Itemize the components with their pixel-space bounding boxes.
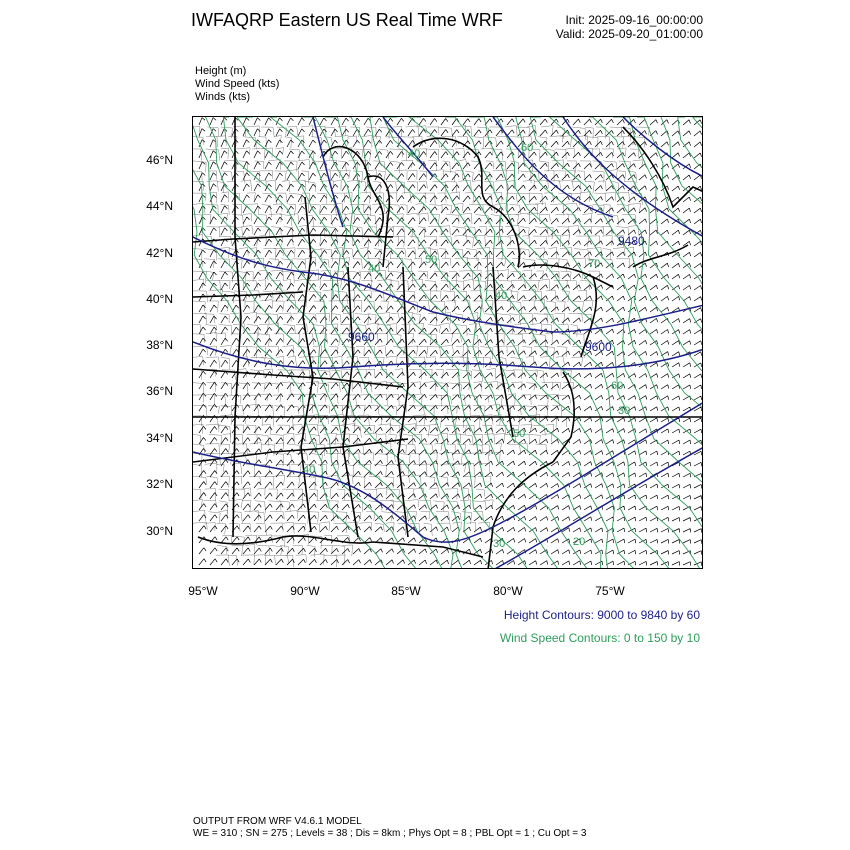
lat-label: 42°N bbox=[146, 246, 173, 260]
lon-label: 80°W bbox=[493, 584, 523, 598]
height-contour-label: 9660 bbox=[348, 330, 375, 344]
lat-label: 38°N bbox=[146, 338, 173, 352]
wind-contour-label: 30 bbox=[493, 538, 506, 550]
wind-contour-label: 40 bbox=[303, 464, 316, 476]
lon-label: 75°W bbox=[595, 584, 625, 598]
valid-time: Valid: 2025-09-20_01:00:00 bbox=[555, 27, 703, 41]
wind-contour-label: 20 bbox=[573, 536, 586, 548]
wind-contour-label: 40 bbox=[408, 148, 421, 160]
height-legend: Height Contours: 9000 to 9840 by 60 bbox=[503, 608, 700, 622]
wind-contour-label: 40 bbox=[495, 290, 508, 302]
height-contour-label: 9600 bbox=[585, 340, 612, 354]
wind-barbs bbox=[199, 118, 702, 566]
wind-contour-label: 50 bbox=[425, 254, 438, 266]
field-height-label: Height (m) bbox=[195, 65, 247, 77]
wind-legend: Wind Speed Contours: 0 to 150 by 10 bbox=[499, 631, 700, 645]
lat-label: 30°N bbox=[146, 524, 173, 538]
lat-label: 46°N bbox=[146, 153, 173, 167]
footer-config: WE = 310 ; SN = 275 ; Levels = 38 ; Dis = 8km ; Phys Opt = 8 ; PBL Opt = 1 ; Cu Opt = 3 bbox=[193, 828, 587, 839]
footer-model: OUTPUT FROM WRF V4.6.1 MODEL bbox=[193, 816, 362, 827]
weather-map bbox=[192, 116, 703, 569]
lat-label: 40°N bbox=[146, 292, 173, 306]
lat-label: 36°N bbox=[146, 384, 173, 398]
init-time: Init: 2025-09-16_00:00:00 bbox=[565, 13, 703, 27]
lat-label: 44°N bbox=[146, 199, 173, 213]
wind-contour-label: 30 bbox=[618, 405, 631, 417]
field-wind-speed-label: Wind Speed (kts) bbox=[195, 78, 280, 90]
field-winds-label: Winds (kts) bbox=[195, 91, 250, 103]
lon-label: 95°W bbox=[188, 584, 218, 598]
wind-contour-label: 70 bbox=[588, 258, 601, 270]
wind-contour-label: 60 bbox=[521, 142, 534, 154]
plot-title: IWFAQRP Eastern US Real Time WRF bbox=[191, 10, 503, 30]
wind-contour-label: 60 bbox=[611, 380, 624, 392]
lon-label: 90°W bbox=[290, 584, 320, 598]
height-contour-label: 9480 bbox=[618, 234, 645, 248]
wind-contour-label: 40 bbox=[368, 263, 381, 275]
map-canvas bbox=[193, 117, 703, 569]
county-grid bbox=[193, 126, 650, 568]
lon-label: 85°W bbox=[391, 584, 421, 598]
lat-label: 34°N bbox=[146, 431, 173, 445]
lat-label: 32°N bbox=[146, 477, 173, 491]
wind-contour-label: 50 bbox=[513, 428, 526, 440]
